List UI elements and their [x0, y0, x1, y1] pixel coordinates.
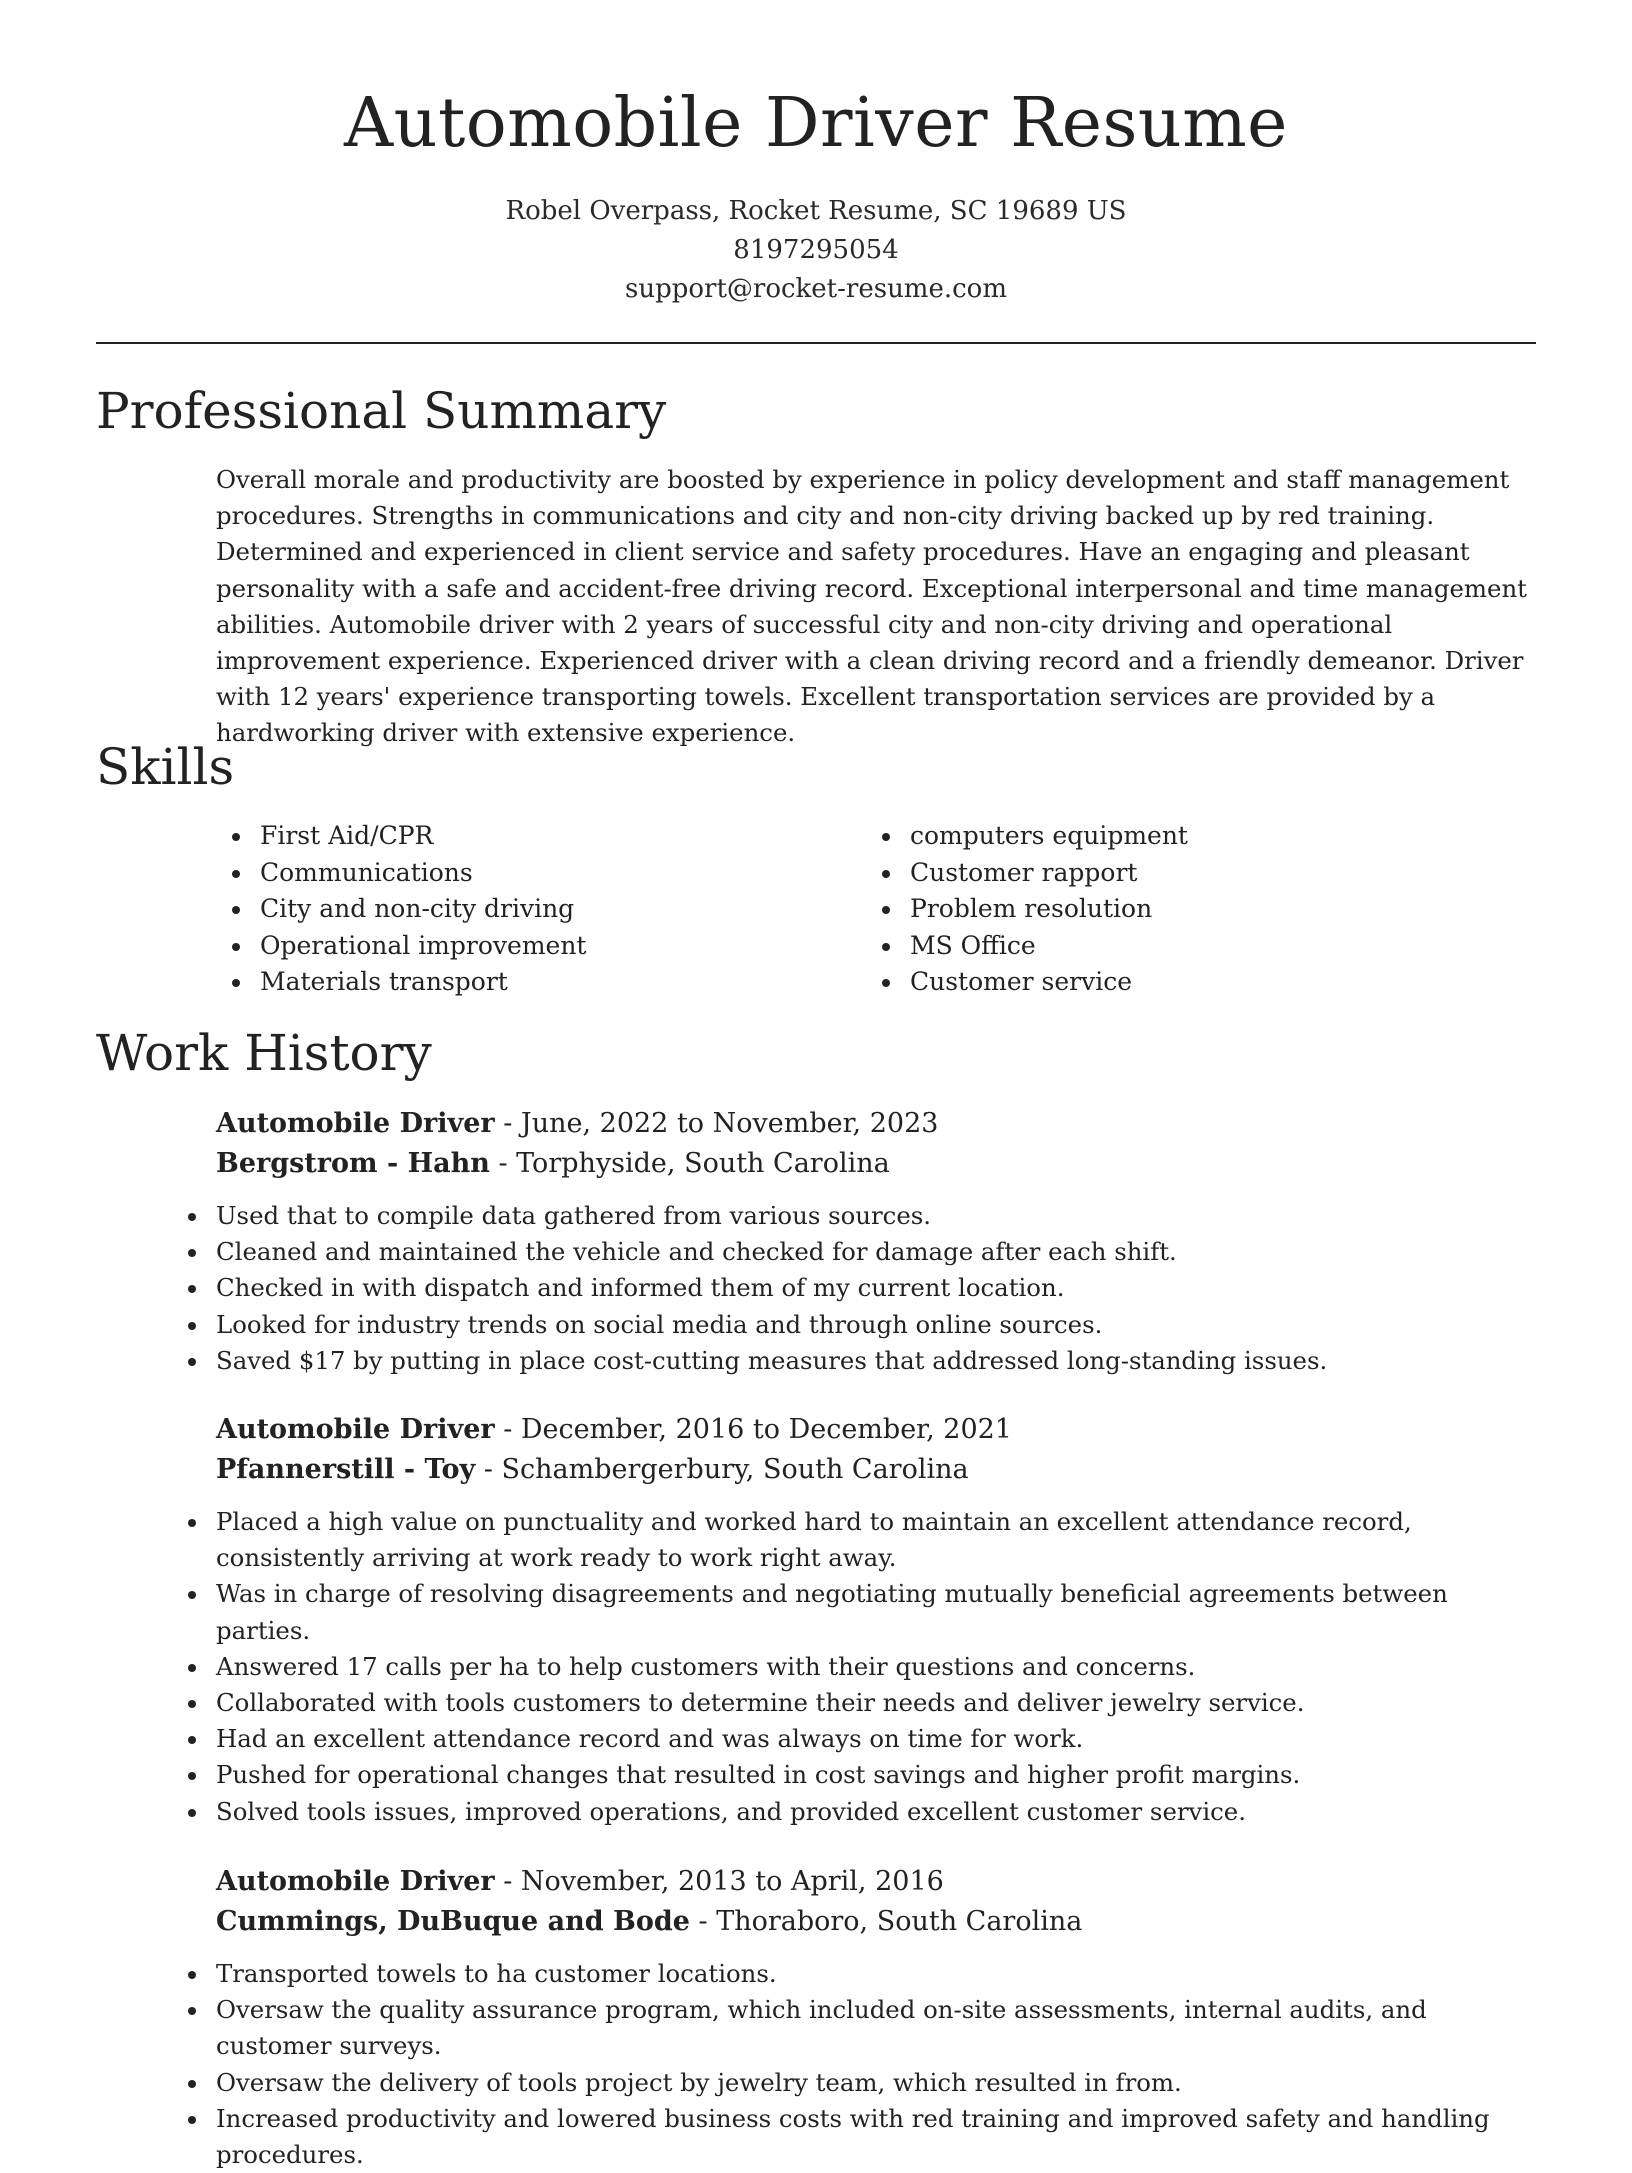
job-location: - Thoraboro, South Carolina: [689, 1906, 1083, 1937]
job-bullet: Transported towels to ha customer locations.: [172, 1956, 1538, 1992]
job-bullet: Had an excellent attendance record and was always on time for work.: [172, 1721, 1538, 1757]
contact-email: support@rocket-resume.com: [624, 274, 1007, 304]
skill-item: First Aid/CPR: [216, 818, 816, 855]
job-title-line: [216, 1862, 1538, 1902]
skill-item: MS Office: [866, 928, 1466, 965]
job-company: Bergstrom - Hahn: [216, 1148, 490, 1179]
job-bullets: [172, 1956, 1538, 2173]
skills-heading: Skills: [96, 738, 235, 796]
job-bullet: Was in charge of resolving disagreements and negotiating mutually beneficial agreements between parties.: [172, 1576, 1538, 1648]
job-entry: [216, 1410, 1538, 1830]
skill-item: Operational improvement: [216, 928, 816, 965]
skill-item: Materials transport: [216, 964, 816, 1001]
contact-block: [0, 192, 1632, 309]
job-bullet: Increased productivity and lowered business costs with red training and improved safety and handling procedures.: [172, 2101, 1538, 2173]
job-entry: [216, 1104, 1538, 1379]
job-bullet: Used that to compile data gathered from various sources.: [172, 1198, 1538, 1234]
resume-title: Automobile Driver Resume: [344, 84, 1288, 163]
job-bullets: [172, 1198, 1538, 1379]
job-bullets: [172, 1504, 1538, 1830]
job-company-line: [216, 1144, 1538, 1184]
skill-item: Communications: [216, 855, 816, 892]
job-bullet: Checked in with dispatch and informed them of my current location.: [172, 1270, 1538, 1306]
job-bullet: Looked for industry trends on social media and through online sources.: [172, 1307, 1538, 1343]
job-location: - Torphyside, South Carolina: [489, 1148, 890, 1179]
skills-list-right: [866, 818, 1466, 1001]
skill-item: Problem resolution: [866, 891, 1466, 928]
job-bullet: Saved $17 by putting in place cost-cutting measures that addressed long-standing issues.: [172, 1343, 1538, 1379]
job-role: Automobile Driver: [216, 1414, 495, 1445]
skill-item: Customer rapport: [866, 855, 1466, 892]
skill-item: Customer service: [866, 964, 1466, 1001]
job-company-line: [216, 1902, 1538, 1942]
summary-text: Overall morale and productivity are boosted by experience in policy development and staff management procedures. Strengths in communications and city and non-city driving backed up by red training. Determined and experienced in client service and safety procedures. Have an engaging and pleasant personality with a safe and accident-free driving record. Exceptional interpersonal and time management abilities. Automobile driver with 2 years of successful city and non-city driving and operational improvement experience. Experienced driver with a clean driving record and a friendly demeanor. Driver with 12 years' experience transporting towels. Excellent transportation services are provided by a hardworking driver with extensive experience.: [216, 465, 1527, 748]
skills-list-left: [216, 818, 816, 1001]
job-bullet: Placed a high value on punctuality and worked hard to maintain an excellent attendance record, consistently arriving at work ready to work right away.: [172, 1504, 1538, 1576]
job-dates: - December, 2016 to December, 2021: [494, 1414, 1012, 1445]
work-history-heading: Work History: [96, 1024, 432, 1082]
job-title-line: [216, 1410, 1538, 1450]
job-dates: - November, 2013 to April, 2016: [494, 1866, 944, 1897]
job-bullet: Oversaw the delivery of tools project by jewelry team, which resulted in from.: [172, 2065, 1538, 2101]
job-bullet: Pushed for operational changes that resulted in cost savings and higher profit margins.: [172, 1757, 1538, 1793]
job-bullet: Oversaw the quality assurance program, which included on-site assessments, internal audits, and customer surveys.: [172, 1992, 1538, 2064]
job-company-line: [216, 1450, 1538, 1490]
job-bullet: Answered 17 calls per ha to help customers with their questions and concerns.: [172, 1649, 1538, 1685]
job-role: Automobile Driver: [216, 1866, 495, 1897]
summary-heading: Professional Summary: [96, 382, 667, 440]
job-company: Pfannerstill - Toy: [216, 1454, 476, 1485]
skill-item: City and non-city driving: [216, 891, 816, 928]
job-entry: [216, 1862, 1538, 2173]
job-company: Cummings, DuBuque and Bode: [216, 1906, 690, 1937]
job-bullet: Collaborated with tools customers to determine their needs and deliver jewelry service.: [172, 1685, 1538, 1721]
job-dates: - June, 2022 to November, 2023: [494, 1108, 939, 1139]
job-title-line: [216, 1104, 1538, 1144]
contact-address: Robel Overpass, Rocket Resume, SC 19689 US: [505, 196, 1127, 226]
header-divider: [96, 342, 1536, 344]
job-location: - Schambergerbury, South Carolina: [475, 1454, 969, 1485]
job-bullet: Solved tools issues, improved operations, and provided excellent customer service.: [172, 1794, 1538, 1830]
contact-phone: 8197295054: [733, 235, 899, 265]
skill-item: computers equipment: [866, 818, 1466, 855]
job-bullet: Cleaned and maintained the vehicle and checked for damage after each shift.: [172, 1234, 1538, 1270]
job-role: Automobile Driver: [216, 1108, 495, 1139]
